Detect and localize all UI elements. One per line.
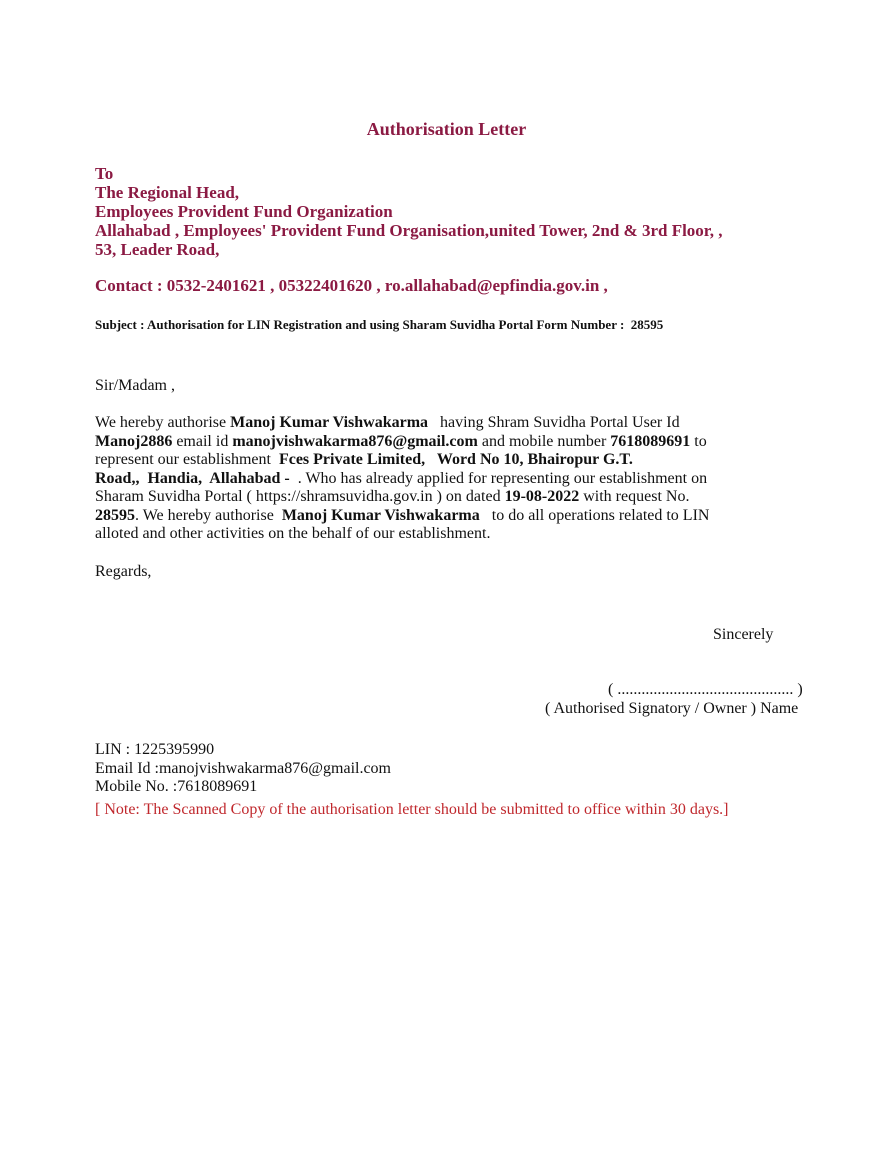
body-text: . We hereby authorise (135, 506, 282, 524)
body-line (95, 414, 709, 433)
bold-text: 19-08-2022 (504, 488, 580, 505)
body-text: email id (172, 432, 233, 450)
body-text: We hereby authorise (95, 414, 231, 431)
address-line: Allahabad , Employees' Provident Fund Organisation,united Tower, 2nd & 3rd Floor, , (95, 221, 723, 240)
sincerely: Sincerely (713, 626, 774, 643)
regards: Regards, (95, 563, 152, 580)
body-text: to (690, 432, 707, 450)
letter-title: Authorisation Letter (366, 119, 527, 139)
body-text: alloted and other activities on the behalf of our establishment. (95, 525, 491, 542)
signature-line: ( ............................................ ) (608, 681, 803, 698)
address-line: The Regional Head, (95, 183, 240, 202)
body-text: represent our establishment (95, 451, 279, 468)
footer-mobile: Mobile No. :7618089691 (95, 778, 258, 795)
to-label: To (95, 164, 114, 183)
bold-text: 7618089691 (610, 432, 691, 450)
body-line (95, 507, 709, 526)
body-text: having Shram Suvidha Portal User Id (428, 414, 680, 431)
salutation: Sir/Madam , (95, 377, 175, 394)
body-line (95, 470, 709, 489)
recipient-address (95, 164, 723, 259)
lin-number: LIN : 1225395990 (95, 741, 215, 758)
body-paragraph (95, 414, 709, 544)
signature-label: ( Authorised Signatory / Owner ) Name (545, 700, 799, 717)
bold-text: Road,, Handia, Allahabad - (95, 469, 294, 487)
bold-text: Manoj Kumar Vishwakarma (230, 414, 429, 431)
contact-line: Contact : 0532-2401621 , 05322401620 , ro.allahabad@epfindia.gov.in , (95, 276, 608, 295)
body-line (95, 488, 709, 507)
body-line (95, 451, 709, 470)
bold-text: Manoj2886 (95, 432, 173, 450)
body-line (95, 433, 709, 452)
bold-text: Manoj Kumar Vishwakarma (281, 506, 480, 524)
bold-text: 28595 (95, 506, 135, 524)
address-line: Employees Provident Fund Organization (95, 202, 393, 221)
bold-text: manojvishwakarma876@gmail.com (232, 432, 478, 450)
footer-email: Email Id :manojvishwakarma876@gmail.com (95, 759, 391, 777)
body-text: Sharam Suvidha Portal ( https://shramsuvidha.gov.in ) on dated (95, 488, 505, 505)
body-text: with request No. (579, 488, 690, 505)
address-line: 53, Leader Road, (95, 240, 220, 259)
subject-line: Subject : Authorisation for LIN Registration and using Sharam Suvidha Portal Form Number : 28595 (95, 317, 664, 332)
body-text: . Who has already applied for representing our establishment on (293, 469, 708, 487)
body-text: and mobile number (477, 432, 611, 450)
body-line (95, 525, 709, 544)
bold-text: Fces Private Limited, Word No 10, Bhairopur G.T. (278, 451, 633, 468)
submission-note: [ Note: The Scanned Copy of the authorisation letter should be submitted to office within 30 days.] (95, 800, 729, 818)
footer-details (95, 741, 729, 819)
body-text: to do all operations related to LIN (479, 506, 710, 524)
